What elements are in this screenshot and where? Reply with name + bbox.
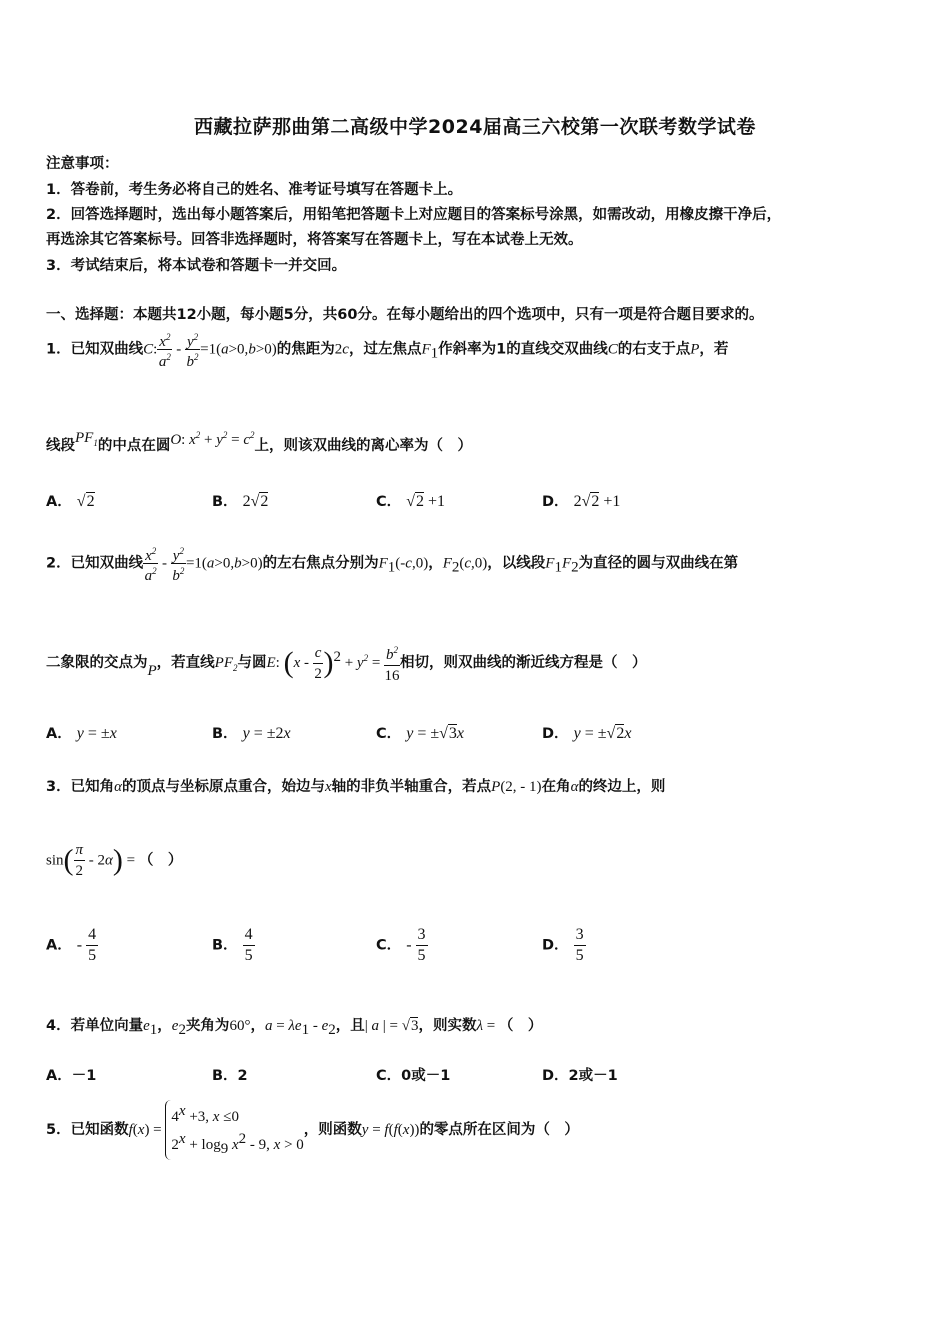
- question-3-line-1: 3．已知角α的顶点与坐标原点重合，始边与x轴的非负半轴重合，若点P(2, - 1)在角α的终边上，则: [46, 779, 666, 795]
- question-2-option-a[interactable]: A． y = ±x: [46, 725, 117, 742]
- question-1-option-d[interactable]: D． 2√2 +1: [542, 493, 621, 510]
- question-2-line-2: 二象限的交点为P，若直线$PF_2$与圆E: (x - $\frac{c}{2}$ )$^2 + y^2$ = $\frac{b^2}{16}$ 相切，则双曲线的渐近线方程是（ ）: [46, 640, 647, 686]
- question-4-option-c[interactable]: C．0或－1: [376, 1068, 451, 1084]
- notice-heading: 注意事项：: [46, 156, 119, 172]
- question-1-option-a[interactable]: A． √2: [46, 493, 95, 510]
- notice-item-1: 1．答卷前，考生务必将自己的姓名、准考证号填写在答题卡上。: [46, 182, 463, 198]
- notice-item-2a: 2．回答选择题时，选出每小题答案后，用铅笔把答题卡上对应题目的答案标号涂黑，如需改动，用橡皮擦干净后，: [46, 207, 782, 223]
- question-2-option-c[interactable]: C． y = ±√3x: [376, 725, 465, 742]
- question-2-option-b[interactable]: B． y = ±2x: [212, 725, 291, 742]
- question-3-option-b[interactable]: B． $\frac{4}{5}$: [212, 926, 253, 964]
- question-4-option-b[interactable]: B．2: [212, 1068, 248, 1084]
- notice-item-2b: 再选涂其它答案标号。回答非选择题时，将答案写在答题卡上，写在本试卷上无效。: [46, 232, 583, 248]
- notice-item-3: 3．考试结束后，将本试卷和答题卡一并交回。: [46, 258, 347, 274]
- question-4-line-1: 4．若单位向量$e_1$，$e_2$夹角为60°，$a = \lambda e_1 - e_2$，且| a | = √3，则实数λ = （ ）: [46, 1018, 543, 1038]
- question-1-line-2: 线段$PF_1$的中点在圆O: $x^2 + y^2 = c^2$上，则该双曲线的离心率为（ ）: [46, 430, 473, 454]
- question-5-line-1: 5．已知函数$f(x) = 4^x +3$, x ≤0 $2^x + \log_9 x^2 - 9$, x > 0，则函数y = f(f(x))的零点所在区间为（ ）: [46, 1100, 579, 1160]
- section-heading: 一、选择题：本题共12小题，每小题5分，共60分。在每小题给出的四个选项中，只有一项是符合题目要求的。: [46, 307, 764, 323]
- question-3-option-d[interactable]: D． $\frac{3}{5}$: [542, 926, 584, 964]
- question-1-option-c[interactable]: C． √2 +1: [376, 493, 446, 510]
- question-2-line-1: 2．已知双曲线 $\frac{x^2}{a^2}$ - $\frac{y^2}{b^2}$ =1(a>0,b>0)的左右焦点分别为$F_1(-c,0)$，$F_2(c,0)$，以线段$F_1F_2$为直径的圆与双曲线在第: [46, 546, 739, 584]
- question-3-option-c[interactable]: C． - $\frac{3}{5}$: [376, 926, 426, 964]
- question-4-option-a[interactable]: A．－1: [46, 1068, 97, 1084]
- exam-title: 西藏拉萨那曲第二高级中学2024届高三六校第一次联考数学试卷: [194, 116, 756, 138]
- question-3-option-a[interactable]: A． - $\frac{4}{5}$: [46, 926, 97, 964]
- question-1-option-b[interactable]: B． 2√2: [212, 493, 269, 510]
- question-3-line-2: sin( $\frac{\pi}{2}$ - 2α) = （ ）: [46, 842, 183, 879]
- question-1-line-1: 1．已知双曲线C: $\frac{x^2}{a^2}$ - $\frac{y^2}{b^2}$ =1(a>0,b>0)的焦距为2c，过左焦点$F_1$作斜率为1的直线交双曲线C的右支于点P，若: [46, 332, 729, 370]
- question-4-option-d[interactable]: D．2或－1: [542, 1068, 618, 1084]
- question-2-option-d[interactable]: D． y = ±√2x: [542, 725, 632, 742]
